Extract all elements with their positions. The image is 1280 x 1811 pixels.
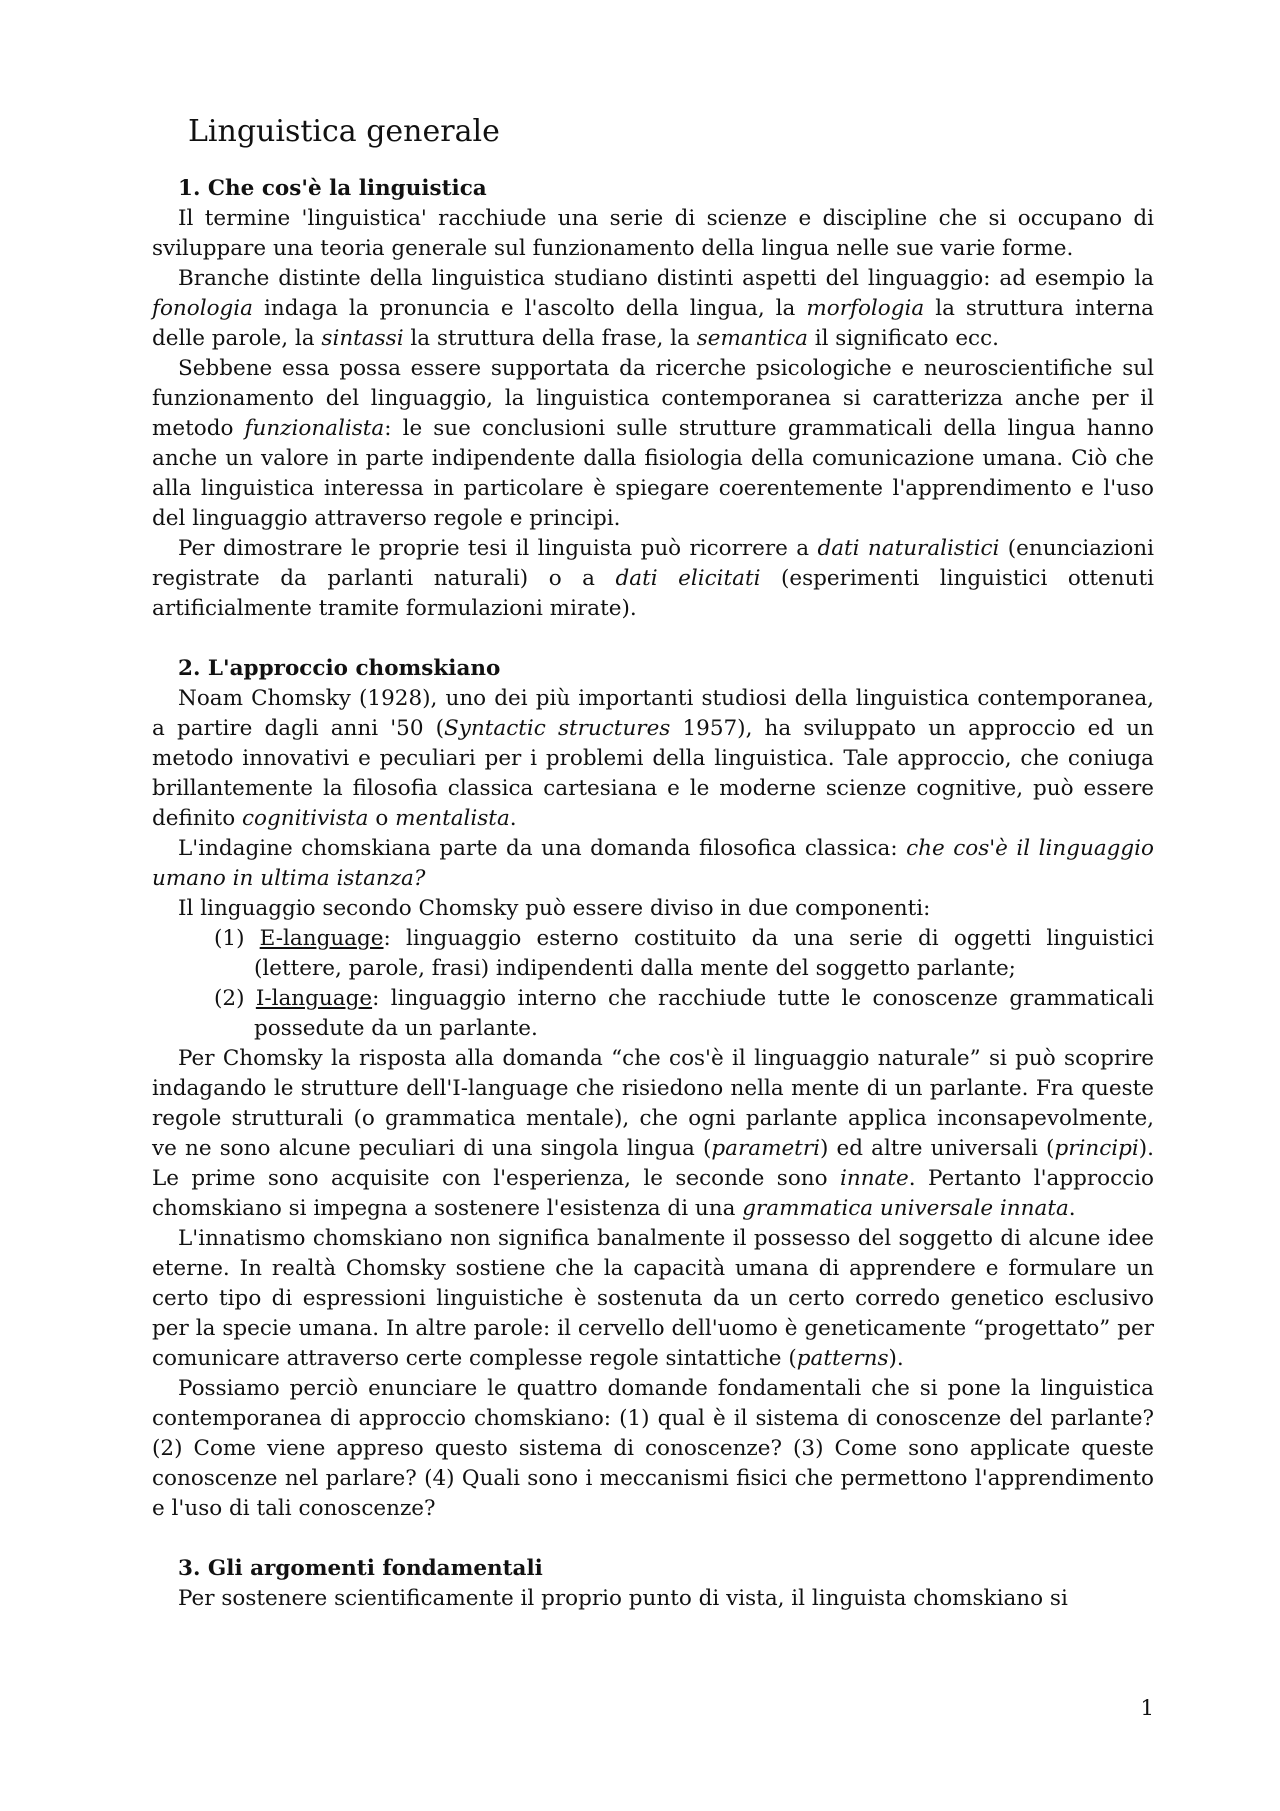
- text-run: Per Chomsky la risposta alla domanda “che cos'è il linguaggio naturale” si può scoprire indagando le strutture dell'I-language che risiedono nella mente di un parlante. Fra queste regole strutturali (o grammatica mentale), che ogni parlante applica inconsapevolmente, ve ne sono alcune peculiari di una singola lingua (: [152, 1046, 1154, 1161]
- text-run: : linguaggio esterno costituito da una serie di oggetti linguistici (lettere, parole, frasi) indipendenti dalla mente del soggetto parlante;: [254, 926, 1154, 981]
- text-run: Per dimostrare le proprie tesi il linguista può ricorrere a: [178, 536, 818, 561]
- underlined-term: E-language: [259, 926, 384, 951]
- text-run: : le sue conclusioni sulle strutture grammaticali della lingua hanno anche un valore in parte indipendente dalla fisiologia della comunicazione umana. Ciò che alla linguistica interessa in particolare è spiegare coerentemente l'apprendimento e l'uso del linguaggio attraverso regole e principi.: [152, 416, 1154, 531]
- list-number: (2): [214, 986, 256, 1011]
- list-item: [214, 924, 1154, 984]
- text-run: Il termine 'linguistica' racchiude una serie di scienze e discipline che si occupano di sviluppare una teoria generale sul funzionamento della lingua nelle sue varie forme.: [152, 206, 1154, 261]
- text-run: Il linguaggio secondo Chomsky può essere diviso in due componenti:: [178, 896, 931, 921]
- text-run: Branche distinte della linguistica studiano distinti aspetti del linguaggio: ad esempio la: [178, 266, 1154, 291]
- page-number: 1: [1140, 1696, 1154, 1721]
- italic-question: che cos'è il linguaggio umano in ultima istanza?: [152, 836, 1154, 891]
- text-run: (esperimenti linguistici ottenuti artificialmente tramite formulazioni mirate).: [152, 566, 1154, 621]
- italic-term: Syntactic structures: [444, 716, 671, 741]
- text-run: 1957), ha sviluppato un approccio ed un metodo innovativi e peculiari per i problemi della linguistica. Tale approccio, che coniuga brillantemente la filosofia classica cartesiana e le moderne scienze cognitive, può essere definito: [152, 716, 1154, 831]
- text-run: L'innatismo chomskiano non significa banalmente il possesso del soggetto di alcune idee eterne. In realtà Chomsky sostiene che la capacità umana di apprendere e formulare un certo tipo di espressioni linguistiche è sostenuta da un certo corredo genetico esclusivo per la specie umana. In altre parole: il cervello dell'uomo è geneticamente “progettato” per comunicare attraverso certe complesse regole sintattiche (: [152, 1226, 1154, 1371]
- italic-term: morfologia: [806, 296, 925, 321]
- paragraph: [152, 204, 1154, 264]
- italic-term: parametri: [711, 1136, 820, 1161]
- italic-term: patterns: [796, 1346, 889, 1371]
- paragraph: [152, 354, 1154, 534]
- text-run: ).: [888, 1346, 904, 1371]
- text-run: .: [509, 806, 517, 831]
- italic-term: principi: [1054, 1136, 1139, 1161]
- text-run: Per sostenere scientificamente il proprio punto di vista, il linguista chomskiano si: [178, 1586, 1068, 1611]
- text-run: . Pertanto l'approccio chomskiano si impegna a sostenere l'esistenza di una: [152, 1166, 1154, 1221]
- text-run: o: [368, 806, 396, 831]
- paragraph: [152, 264, 1154, 354]
- paragraph: [152, 1224, 1154, 1374]
- text-run: Noam Chomsky (1928), uno dei più importanti studiosi della linguistica contemporanea, a partire dagli anni '50 (: [152, 686, 1154, 741]
- text-run: Sebbene essa possa essere supportata da ricerche psicologiche e neuroscientifiche sul funzionamento del linguaggio, la linguistica contemporanea si caratterizza anche per il metodo: [152, 356, 1154, 441]
- text-run: .: [1068, 1196, 1076, 1221]
- italic-term: grammatica universale innata: [742, 1196, 1069, 1221]
- paragraph: [152, 534, 1154, 624]
- italic-term: fonologia: [152, 296, 253, 321]
- document-title: Linguistica generale: [188, 114, 500, 149]
- text-run: la struttura interna delle parole, la: [152, 296, 1154, 351]
- italic-term: semantica: [696, 326, 808, 351]
- italic-term: funzionalista: [244, 416, 385, 441]
- text-run: (enunciazioni registrate da parlanti naturali) o a: [152, 536, 1154, 591]
- section-1: [152, 174, 1154, 624]
- italic-term: dati elicitati: [615, 566, 761, 591]
- section-2: [152, 654, 1154, 1524]
- paragraph: [152, 1044, 1154, 1224]
- paragraph: [152, 834, 1154, 894]
- italic-term: sintassi: [321, 326, 404, 351]
- italic-term: dati naturalistici: [817, 536, 1000, 561]
- text-run: la struttura della frase, la: [403, 326, 697, 351]
- document-page: [152, 112, 1154, 1644]
- paragraph: [152, 684, 1154, 834]
- text-run: il significato ecc.: [807, 326, 999, 351]
- text-run: ) ed altre universali (: [819, 1136, 1055, 1161]
- components-list: [152, 924, 1154, 1044]
- text-run: indaga la pronuncia e l'ascolto della lingua, la: [252, 296, 807, 321]
- section-heading: 3. Gli argomenti fondamentali: [178, 1556, 543, 1581]
- text-run: : linguaggio interno che racchiude tutte le conoscenze grammaticali possedute da un parlante.: [254, 986, 1154, 1041]
- text-run: ). Le prime sono acquisite con l'esperienza, le seconde sono: [152, 1136, 1154, 1191]
- italic-term: innate: [839, 1166, 909, 1191]
- paragraph: [152, 1374, 1154, 1524]
- list-number: (1): [214, 926, 260, 951]
- section-heading: 1. Che cos'è la linguistica: [178, 176, 487, 201]
- section-heading: 2. L'approccio chomskiano: [178, 656, 501, 681]
- section-3: [152, 1554, 1154, 1614]
- text-run: Possiamo perciò enunciare le quattro domande fondamentali che si pone la linguistica contemporanea di approccio chomskiano: (1) qual è il sistema di conoscenze del parlante? (2) Come viene appreso questo sistema di conoscenze? (3) Come sono applicate queste conoscenze nel parlare? (4) Quali sono i meccanismi fisici che permettono l'apprendimento e l'uso di tali conoscenze?: [152, 1376, 1154, 1521]
- text-run: L'indagine chomskiana parte da una domanda filosofica classica:: [178, 836, 907, 861]
- italic-term: mentalista: [395, 806, 510, 831]
- list-item: [214, 984, 1154, 1044]
- paragraph: [152, 1584, 1154, 1614]
- underlined-term: I-language: [255, 986, 373, 1011]
- italic-term: cognitivista: [241, 806, 369, 831]
- paragraph: [152, 894, 1154, 924]
